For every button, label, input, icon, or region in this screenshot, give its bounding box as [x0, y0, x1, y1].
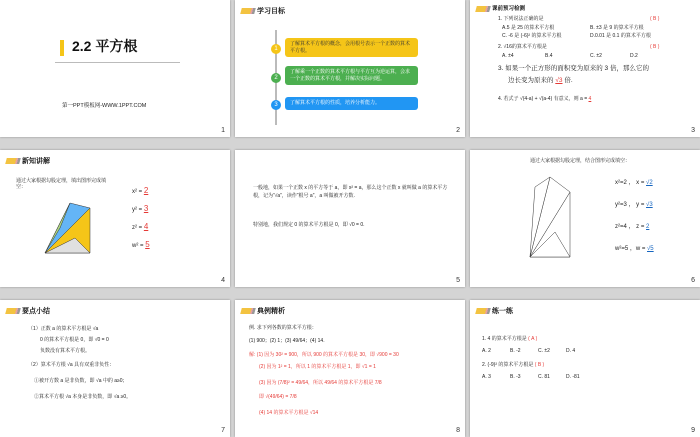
slide-number: 4: [221, 277, 225, 284]
goal-number-3: 3: [271, 100, 281, 110]
equation-w-answer: 5: [145, 240, 150, 249]
equation-w: w² = 5: [132, 240, 150, 249]
title-accent-bar: [60, 40, 64, 56]
slide-subtitle: 第一PPT模板网-WWW.1PPT.COM: [62, 103, 147, 109]
equation-x-answer: 2: [143, 186, 149, 195]
slide-thumbnail-6[interactable]: [470, 150, 700, 287]
practice-question-1-answer: ( A ): [528, 336, 538, 342]
pencil-icon: [5, 308, 21, 314]
equation-x: x²=2 ， x = √2: [615, 180, 653, 186]
slide-number: 7: [221, 427, 225, 434]
section-header: 学习目标: [241, 6, 285, 16]
q1-option-a: A.5 是 25 的算术平方根: [502, 25, 555, 31]
slide-title: 2.2 平方根: [72, 38, 138, 54]
solution-line-1: 解: (1) 因为 30² = 900，所以 900 的算术平方根是 30，即 √900 = 30: [249, 352, 399, 358]
solution-line-5: (4) 14 的算术平方根是 √14: [259, 410, 319, 416]
goal-box-3: 了解算术平方根的性质，培养分析能力。: [285, 97, 418, 110]
equation-y-answer: √3: [646, 202, 653, 208]
goal-box-2: 了解乘一个正数的算术平方根与平方互为逆运算，会求一个正数的算术平方根，并解决实际问题。: [285, 66, 418, 85]
definition-paragraph: 一般地，如果一个正数 x 的平方等于 a，即 x² = a，那么这个正数 x 就叫做 a 的算术平方根，记为“√a”，读作“根号 a”，a 叫做被开方数.: [253, 185, 448, 199]
right-triangle-spiral-figure: [525, 172, 577, 260]
q2-option-c: C. ±2: [590, 53, 602, 59]
equation-z: z² = 4: [132, 222, 149, 231]
slide-number: 5: [456, 277, 460, 284]
slide-thumbnail-9[interactable]: [470, 300, 700, 437]
pq2-option-d: D. -81: [566, 374, 580, 380]
q2-option-b: B.4: [545, 53, 553, 59]
q1-option-c: C. -6 是 (-6)² 的算术平方根: [502, 33, 562, 39]
equation-x-answer: √2: [646, 180, 653, 186]
equation-w-answer: √5: [647, 246, 654, 252]
solution-line-3: (3) 因为 (7/8)² = 49/64，所以 49/64 的算术平方根是 7/8: [259, 380, 382, 386]
pq1-option-d: D. 4: [566, 348, 576, 354]
pq1-option-c: C. ±2: [538, 348, 550, 354]
pq2-option-b: B. -3: [510, 374, 521, 380]
summary-line-4: （2）算术平方根 √a 具有双重非负性：: [28, 362, 115, 368]
section-header: 要点小结: [6, 306, 50, 316]
slide-number: 9: [691, 427, 695, 434]
question-1-answer: ( B ): [650, 16, 660, 22]
slide-thumbnail-4[interactable]: [0, 150, 230, 287]
slide-thumbnail-8[interactable]: [235, 300, 465, 437]
section-header: 新知讲解: [6, 156, 50, 166]
equation-x: x² = 2: [132, 186, 149, 195]
solution-line-2: (2) 因为 1² = 1，所以 1 的算术平方根是 1，即 √1 = 1: [259, 364, 376, 370]
equation-w: w²=5 ，w = √5: [615, 246, 654, 252]
pq2-option-a: A. 3: [482, 374, 491, 380]
pencil-icon: [240, 8, 256, 14]
right-triangle-spiral-figure: [40, 198, 95, 256]
slide-number: 8: [456, 427, 460, 434]
summary-line-3: 负数没有算术平方根。: [40, 348, 91, 354]
equation-z-answer: 4: [143, 222, 149, 231]
section-header: 课前预习检测: [476, 4, 525, 12]
goal-number-1: 1: [271, 44, 281, 54]
pencil-icon: [5, 158, 21, 164]
slide-number: 2: [456, 127, 460, 134]
divider-line: [55, 62, 180, 63]
equation-z: z²=4 ， z = 2: [615, 224, 650, 230]
pq2-option-c: C. 81: [538, 374, 550, 380]
equation-z-answer: 2: [646, 224, 650, 230]
practice-question-2-answer: ( B ): [534, 362, 545, 368]
special-case-paragraph: 特别地，我们规定 0 的算术平方根是 0，即 √0 = 0.: [253, 222, 365, 228]
slide-number: 1: [221, 127, 225, 134]
pencil-icon: [475, 308, 491, 314]
question-4: 4. 若式子 √(4-a) + √(a-4) 有意义，则 a = 4: [498, 96, 592, 102]
question-2-answer: ( B ): [650, 44, 660, 50]
question-3-answer: √3: [555, 77, 563, 84]
intro-text: 通过大家根据勾股定理，结合图形完成填空：: [530, 158, 631, 164]
pq1-option-a: A. 2: [482, 348, 491, 354]
slide-thumbnail-5[interactable]: [235, 150, 465, 287]
equation-y-answer: 3: [143, 204, 149, 213]
slide-thumbnail-2[interactable]: [235, 0, 465, 137]
pq1-option-b: B. -2: [510, 348, 521, 354]
q2-option-a: A. ±4: [502, 53, 514, 59]
slide-thumbnail-1[interactable]: [0, 0, 230, 137]
slide-number: 3: [691, 127, 695, 134]
practice-question-2: 2. (-9)² 的算术平方根是 ( B ): [482, 362, 545, 368]
slide-number: 6: [691, 277, 695, 284]
intro-text: 通过大家根据勾股定理，填出图形完成填空：: [16, 178, 107, 190]
section-header: 典例精析: [241, 306, 285, 316]
slide-thumbnail-7[interactable]: [0, 300, 230, 437]
pencil-icon: [240, 308, 256, 314]
question-4-answer: 4: [588, 96, 592, 102]
q1-option-d: D.0.01 是 0.1 的算术平方根: [590, 33, 651, 39]
question-2: 2. √16的算术平方根是: [498, 44, 547, 50]
example-items: (1) 900；(2) 1；(3) 49/64；(4) 14.: [249, 338, 325, 344]
summary-line-5: ①被开方数 a 是非负数，即 √a 中的 a≥0；: [34, 378, 128, 384]
pencil-icon: [475, 6, 491, 12]
example-prompt: 例. 求下列各数的算术平方根：: [249, 325, 317, 331]
summary-line-2: 0 的算术平方根是 0，即 √0 = 0: [40, 337, 109, 343]
goal-number-2: 2: [271, 73, 281, 83]
slide-thumbnail-3[interactable]: [470, 0, 700, 137]
q2-option-d: D.2: [630, 53, 638, 59]
summary-line-1: （1）正数 a 的算术平方根是 √a: [28, 326, 99, 332]
question-3: 3. 如果一个正方形的面积变为原来的 3 倍，那么它的: [498, 65, 649, 72]
q1-option-b: B. ±3 是 9 的算术平方根: [590, 25, 644, 31]
equation-y: y² = 3: [132, 204, 149, 213]
equation-y: y²=3 ， y = √3: [615, 202, 653, 208]
section-header: 练一练: [476, 306, 513, 316]
summary-line-6: ②算术平方根 √a 本身是非负数，即 √a ≥0。: [34, 394, 132, 400]
practice-question-1: 1. 4 的算术平方根是 ( A ): [482, 336, 538, 342]
question-1: 1. 下列说法正确的是: [498, 16, 544, 22]
goal-box-1: 了解算术平方根的概念，会用根号表示一个正数的算术平方根。: [285, 38, 418, 57]
question-3-cont: 边长变为原来的 √3 倍.: [508, 77, 573, 84]
solution-line-4: 即 √(49/64) = 7/8: [259, 394, 297, 400]
